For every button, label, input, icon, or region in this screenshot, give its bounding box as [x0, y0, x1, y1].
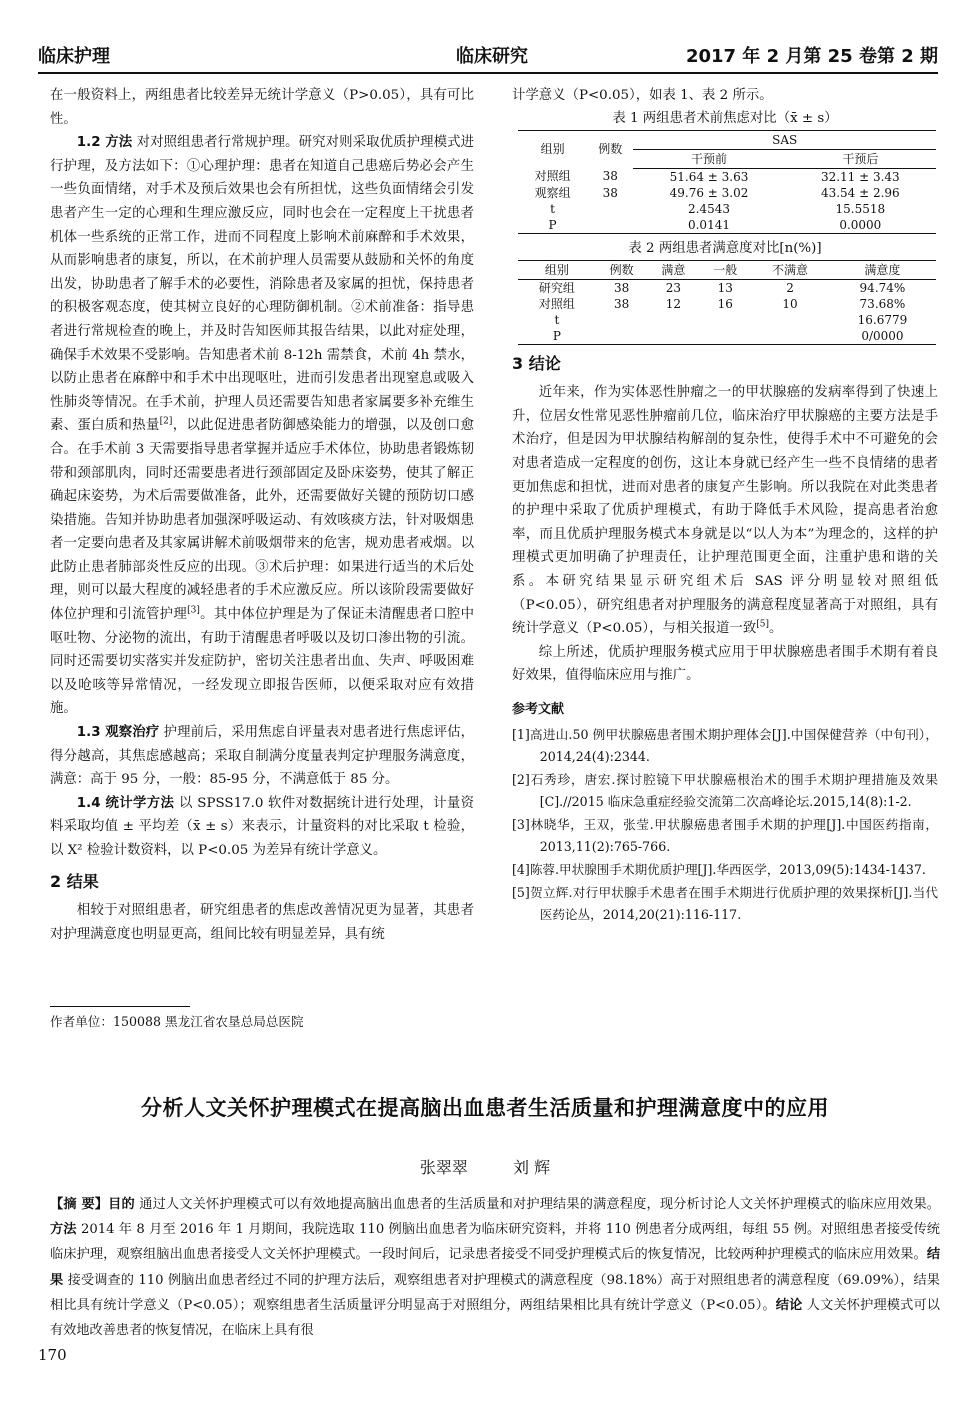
reference-item: [5]贺立辉.对行甲状腺手术患者在围手术期进行优质护理的效果探析[J].当代医药论丛，2014,20(21):116-117.: [512, 884, 938, 923]
citation-5: [5]: [756, 619, 769, 630]
abstract-label: 【摘 要】: [50, 1197, 109, 1212]
table-2-header: 满意: [648, 260, 700, 279]
table-1: [518, 130, 936, 234]
table-cell: 对照组: [538, 296, 575, 311]
table-cell: 10: [782, 296, 798, 311]
table-cell: 38: [602, 169, 618, 184]
table-cell: [596, 328, 648, 345]
reference-item: [4]陈蓉.甲状腺围手术期优质护理[J].华西医学，2013,09(5):1434-1437.: [512, 862, 926, 878]
section-name: 临床研究: [456, 46, 528, 67]
table-cell: [648, 328, 700, 345]
table-row: [518, 328, 936, 345]
abstract-result: 接受调查的 110 例脑出血患者经过不同的护理方法后，观察组患者对护理模式的满意程度（98.18%）高于对照组患者的满意程度（69.09%），结果相比具有统计学意义（P<0.05）；观察组患者生活质量评分明显高于对照组分，两组结果相比具有统计学意义（P<0.05）。: [50, 1272, 940, 1313]
table-cell: 16: [717, 296, 733, 311]
methods-text-a: 对对照组患者行常规护理。研究对则采取优质护理模式进行护理，及方法如下：①心理护理：患者在知道自己患癌后势必会产生一些负面情绪，对手术及预后效果也会有所担忧，这些负面情绪会引发患者产生一定的心理和生理应激反应，同时也会在一定程度上干扰患者机体一些系统的正常工作，进而不同程度上影响术前麻醉和手术效果，从而影响患者的康复，所以，在术前护理人员需要从鼓励和关怀的角度出发，协助患者了解手术的必要性，消除患者及家属的担忧，保持患者的积极客观态度，使其树立良好的心理防御机制。②术前准备：指导患者进行常规检查的晚上，并及时告知医师其报告结果，以此对症处理，确保手术效果不受影响。告知患者术前 8-12h 需禁食，术前 4h 禁水，以防止患者在麻醉中和手术中出现呕吐，进而引发患者出现窒息或吸入性肺炎等情况。在手术前，护理人员还需要告知患者家属要多补充维生素、蛋白质和热量: [50, 135, 475, 434]
intro-paragraph: 在一般资料上，两组患者比较差异无统计学意义（P>0.05），具有可比性。: [50, 88, 474, 127]
abstract-conclusion-label: 结论: [775, 1297, 803, 1313]
table-cell: 0.0000: [785, 217, 936, 234]
issue-info: 2017 年 2 月第 25 卷第 2 期: [685, 46, 938, 67]
table-cell: 38: [602, 185, 618, 200]
abstract: [50, 1192, 940, 1343]
table-cell: [699, 328, 751, 345]
table-2-header: 一般: [699, 260, 751, 279]
reference-item: [1]高进山.50 例甲状腺癌患者围术期护理体会[J].中国保健营养（中旬刊），2014,24(4):2344.: [512, 726, 938, 765]
footnote-rule: [50, 1006, 190, 1007]
table-cell: [648, 312, 700, 328]
table-cell: 2: [786, 280, 794, 295]
table-cell: 73.68%: [859, 296, 906, 311]
section-2-heading: 2 结果: [50, 871, 99, 891]
table-cell: 12: [665, 296, 682, 311]
table-cell: 15.5518: [835, 201, 886, 216]
table-cell: [587, 217, 633, 234]
table-1-header-pre: 干预前: [633, 149, 784, 168]
table-cell: t: [550, 201, 555, 216]
table-1-header-group: 组别: [518, 130, 587, 168]
table-row: [518, 217, 936, 234]
abstract-purpose-label: 目的: [108, 1197, 135, 1212]
section-1-4-heading: 1.4 统计学方法: [76, 795, 175, 811]
table-row: [518, 312, 936, 328]
abstract-method: 2014 年 8 月至 2016 年 1 月期间，我院选取 110 例脑出血患者为临床研究资料，并将 110 例患者分成两组，每组 55 例。对照组患者接受传统临床护理，观察组脑出血患者接受人文关怀护理模式。一段时间后，记录患者接受不同受护理模式后的恢复情况，比较两种护理模式的临床应用效果。: [50, 1222, 940, 1263]
table-cell: [596, 312, 648, 328]
conclusion-paragraph-2: 综上所述，优质护理服务模式应用于甲状腺癌患者围手术期有着良好效果，值得临床应用与推广。: [512, 644, 938, 684]
table-row: [518, 185, 936, 201]
observation-text: 护理前后，采用焦虑自评量表对患者进行焦虑评估，得分越高，其焦虑感越高；采取自制满分度量表判定护理服务满意度，满意：高于 95 分，一般：85-95 分，不满意低于 85 分。: [50, 725, 474, 788]
table-2-header: 例数: [596, 260, 648, 279]
table-cell: [699, 312, 751, 328]
table-1-header-n: 例数: [587, 130, 633, 168]
table-cell: 51.64 ± 3.63: [669, 169, 749, 184]
table-2-caption: 表 2 两组患者满意度对比[n(%)]: [628, 240, 822, 256]
running-header: [38, 42, 938, 70]
table-row: [518, 168, 936, 185]
right-column: [512, 84, 938, 927]
table-cell: 49.76 ± 3.02: [669, 185, 749, 200]
table-cell: 94.74%: [859, 280, 906, 295]
table-1-header-sas: SAS: [633, 130, 936, 149]
conclusion-text: 近年来，作为实体恶性肿瘤之一的甲状腺癌的发病率得到了快速上升，位居女性常见恶性肿瘤前几位，临床治疗甲状腺癌的主要方法是手术治疗，但是因为甲状腺结构解剖的复杂性，使得手术中不可避免的会对患者造成一定程度的创伤，这让本身就已经产生一些不良情绪的患者更加焦虑和担忧，进而对患者的康复产生影响。所以我院在对此类患者的护理中采取了优质护理模式，有助于降低手术风险，提高患者治愈率，而且优质护理服务模式本身就是以“以人为本”为理念的，这样的护理模式更加明确了护理责任，让护理范围更全面，注重护患和谐的关系。本研究结果显示研究组术后 SAS 评分明显较对照组低（P<0.05），研究组患者对护理服务的满意程度显著高于对照组，具有统计学意义（P<0.05），与相关报道一致: [512, 385, 938, 637]
reference-item: [3]林晓华，王双，张莹.甲状腺癌患者围手术期的护理[J].中国医药指南，2013,11(2):765-766.: [512, 816, 938, 855]
table-cell: t: [554, 312, 560, 327]
conclusion-paragraph-1: [512, 381, 938, 641]
table-cell: 43.54 ± 2.96: [820, 185, 900, 200]
reference-item: [2]石秀珍，唐宏.探讨腔镜下甲状腺癌根治术的围手术期护理措施及效果 [C].//2015 临床急重症经验交流第二次高峰论坛.2015,14(8):1-2.: [512, 771, 938, 810]
author-affiliation: 作者单位：150088 黑龙江省农垦总局总医院: [50, 1014, 304, 1029]
next-article-title: 分析人文关怀护理模式在提高脑出血患者生活质量和护理满意度中的应用: [141, 1096, 829, 1120]
table-cell: 研究组: [538, 280, 575, 295]
table-cell: 38: [613, 296, 630, 311]
table-row: [518, 279, 936, 296]
table-cell: 32.11 ± 3.43: [820, 169, 900, 184]
table-cell: 0/0000: [829, 328, 936, 345]
left-column: [50, 84, 474, 946]
references-heading: 参考文献: [512, 701, 565, 717]
table-cell: 2.4543: [687, 201, 730, 216]
table-cell: 0.0141: [633, 217, 784, 234]
methods-paragraph: [50, 131, 474, 721]
abstract-method-label: 方法: [50, 1222, 77, 1238]
statistics-paragraph: [50, 792, 474, 863]
next-article-authors: [0, 1155, 970, 1178]
section-1-3-heading: 1.3 观察治疗: [76, 725, 160, 741]
table-1-header-post: 干预后: [785, 149, 936, 168]
journal-name: 临床护理: [38, 46, 110, 67]
conclusion-text-end: 。: [768, 621, 783, 637]
table-2: [518, 260, 936, 345]
abstract-conclusion: 人文关怀护理模式可以有效地改善患者的恢复情况，在临床上具有很: [50, 1297, 940, 1339]
citation-3: [3]: [187, 605, 200, 616]
table-cell: 观察组: [534, 185, 571, 200]
table-1-caption: 表 1 两组患者术前焦虑对比（x̄ ± s）: [612, 110, 838, 126]
table-cell: P: [518, 328, 596, 345]
table-row: [518, 201, 936, 217]
table-cell: 16.6779: [857, 312, 908, 327]
methods-text-c: 。其中体位护理是为了保证未清醒患者口腔中呕吐物、分泌物的流出，有助于清醒患者呼吸以及切口渗出物的引流。同时还需要切实落实并发症防护，密切关注患者出血、失声、呼吸困难以及呛咳等异常情况，一经发现立即报告医师，以便采取对应有效措施。: [50, 607, 475, 717]
table-cell: 13: [717, 280, 733, 295]
table-cell: [587, 201, 633, 217]
results-paragraph: 相较于对照组患者，研究组患者的焦虑改善情况更为显著，其患者对护理满意度也明显更高，组间比较有明显差异，具有统: [50, 903, 474, 942]
section-1-2-heading: 1.2 方法: [76, 135, 133, 151]
header-rule: [38, 72, 938, 74]
author-name: 刘 辉: [513, 1158, 551, 1177]
table-cell: 对照组: [534, 169, 571, 184]
statistics-text: 以 SPSS17.0 软件对数据统计进行处理，计量资料采取均值 ± 平均差（x̄ ± s）来表示，计量资料的对比采取 t 检验，以 X² 检验计数资料，以 P<0.05 为差异有统计学意义。: [50, 795, 474, 858]
abstract-purpose: 通过人文关怀护理模式可以有效地提高脑出血患者的生活质量和对护理结果的满意程度，现分析讨论人文关怀护理模式的临床应用效果。: [139, 1197, 940, 1212]
table-cell: [751, 312, 829, 328]
table-cell: P: [518, 217, 587, 234]
section-3-heading: 3 结论: [512, 353, 561, 373]
table-2-header: 组别: [518, 260, 596, 279]
observation-paragraph: [50, 721, 474, 792]
methods-text-b: ，以此促进患者防御感染能力的增强，以及创口愈合。在手术前 3 天需要指导患者掌握并适应手术体位，协助患者锻炼韧带和颈部肌肉，同时还需要患者进行颈部固定及卧床姿势，使其了解正确起床姿势，为术后需要做准备，此外，还需要做好关键的预防切口感染措施。告知并协助患者加强深呼吸运动、有效咳痰方法，针对吸烟患者一定要向患者及其家属讲解术前吸烟带来的危害，规劝患者戒烟。以此防止患者肺部炎性反应的出现。③术后护理：如果进行适当的术后处理，则可以最大程度的减轻患者的手术应激反应。所以该阶段需要做好体位护理和引流管护理: [50, 418, 475, 623]
author-name: 张翠翠: [419, 1158, 468, 1177]
results-continued: 计学意义（P<0.05），如表 1、表 2 所示。: [512, 88, 773, 103]
table-cell: 23: [665, 280, 682, 295]
table-cell: 38: [613, 280, 630, 295]
citation-2: [2]: [159, 416, 173, 427]
table-row: [518, 296, 936, 312]
table-2-header: 满意度: [829, 260, 936, 279]
table-2-header: 不满意: [751, 260, 829, 279]
page-number: 170: [38, 1346, 67, 1364]
abstract-result-label: 结果: [50, 1247, 940, 1288]
table-cell: [751, 328, 829, 345]
